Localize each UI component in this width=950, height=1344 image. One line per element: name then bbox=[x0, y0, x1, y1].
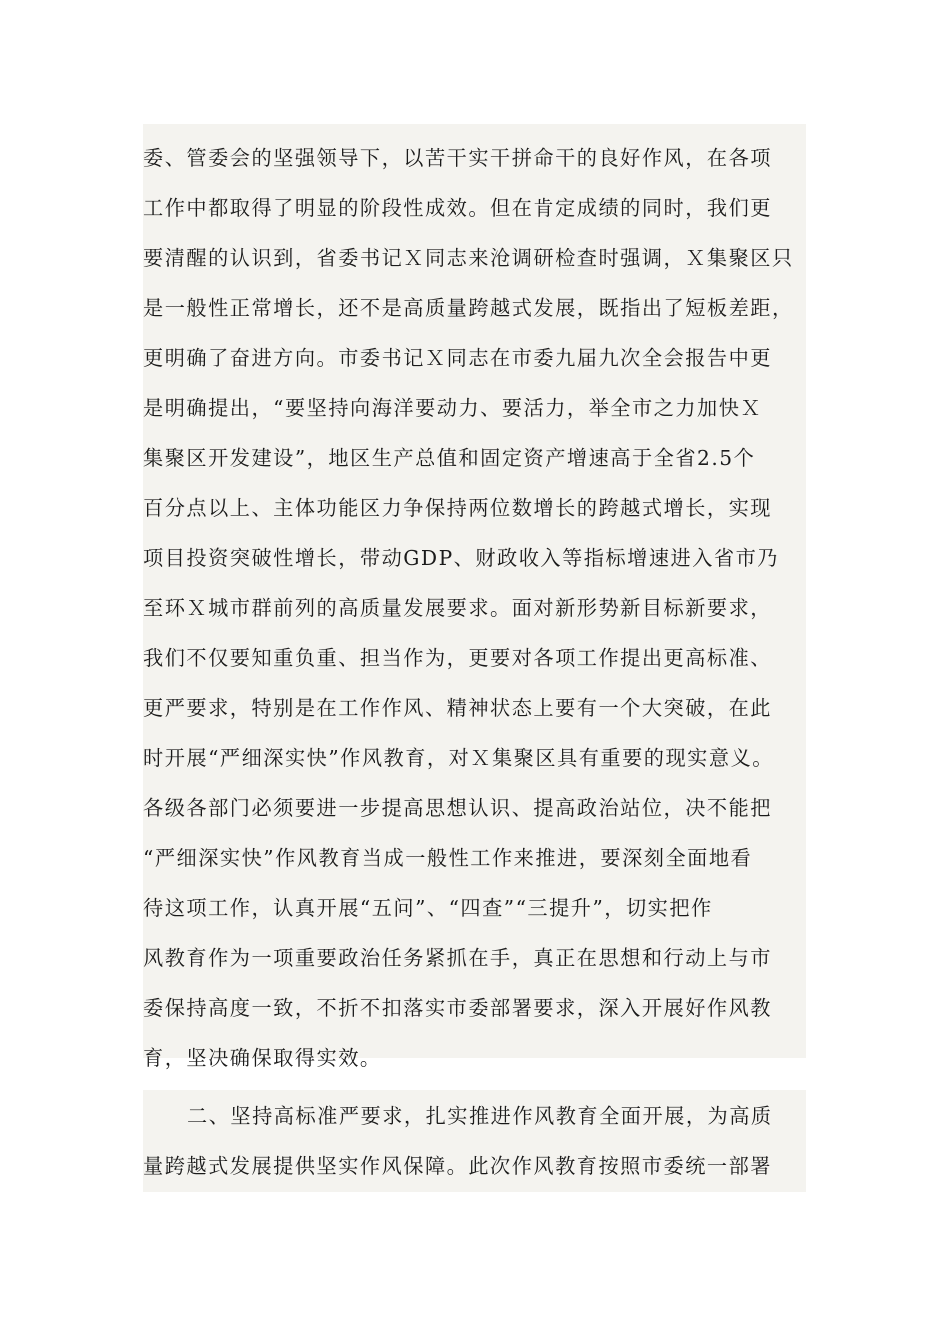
paragraph-1-line: 更严要求，特别是在工作作风、精神状态上要有一个大突破，在此 bbox=[143, 696, 772, 720]
paragraph-1-line: 是明确提出，“要坚持向海洋要动力、要活力，举全市之力加快Ｘ bbox=[143, 396, 763, 420]
paragraph-1-line: 委保持高度一致，不折不扣落实市委部署要求，深入开展好作风教 bbox=[143, 996, 772, 1020]
paragraph-1-line: 集聚区开发建设”，地区生产总值和固定资产增速高于全省2.5个 bbox=[143, 446, 756, 470]
paragraph-1-line: 至环Ｘ城市群前列的高质量发展要求。面对新形势新目标新要求， bbox=[143, 596, 772, 620]
paragraph-1-line: 我们不仅要知重负重、担当作为，更要对各项工作提出更高标准、 bbox=[143, 646, 772, 670]
paragraph-1-line: 工作中都取得了明显的阶段性成效。但在肯定成绩的同时，我们更 bbox=[143, 196, 772, 220]
paragraph-1-line: 育，坚决确保取得实效。 bbox=[143, 1046, 382, 1070]
paragraph-1-line: 项目投资突破性增长，带动GDP、财政收入等指标增速进入省市乃 bbox=[143, 546, 779, 570]
paragraph-1-line: 待这项工作，认真开展“五问”、“四查”“三提升”，切实把作 bbox=[143, 896, 713, 920]
paragraph-1-line: 更明确了奋进方向。市委书记Ｘ同志在市委九届九次全会报告中更 bbox=[143, 346, 772, 370]
paragraph-2-line: 量跨越式发展提供坚实作风保障。此次作风教育按照市委统一部署 bbox=[143, 1154, 772, 1178]
paragraph-1-line: 时开展“严细深实快”作风教育，对Ｘ集聚区具有重要的现实意义。 bbox=[143, 746, 774, 770]
paragraph-2-line: 二、坚持高标准严要求，扎实推进作风教育全面开展，为高质 bbox=[187, 1104, 773, 1128]
paragraph-1-line: 是一般性正常增长，还不是高质量跨越式发展，既指出了短板差距， bbox=[143, 296, 794, 320]
paragraph-1-line: 委、管委会的坚强领导下，以苦干实干拼命干的良好作风，在各项 bbox=[143, 146, 772, 170]
paragraph-1 bbox=[143, 124, 806, 1070]
paragraph-2 bbox=[143, 1090, 806, 1192]
paragraph-1-line: 要清醒的认识到，省委书记Ｘ同志来沧调研检查时强调，Ｘ集聚区只 bbox=[143, 246, 794, 270]
paragraph-1-line: 百分点以上、主体功能区力争保持两位数增长的跨越式增长，实现 bbox=[143, 496, 772, 520]
paragraph-1-line: “严细深实快”作风教育当成一般性工作来推进，要深刻全面地看 bbox=[143, 846, 753, 870]
paragraph-1-line: 风教育作为一项重要政治任务紧抓在手，真正在思想和行动上与市 bbox=[143, 946, 772, 970]
paragraph-1-line: 各级各部门必须要进一步提高思想认识、提高政治站位，决不能把 bbox=[143, 796, 772, 820]
